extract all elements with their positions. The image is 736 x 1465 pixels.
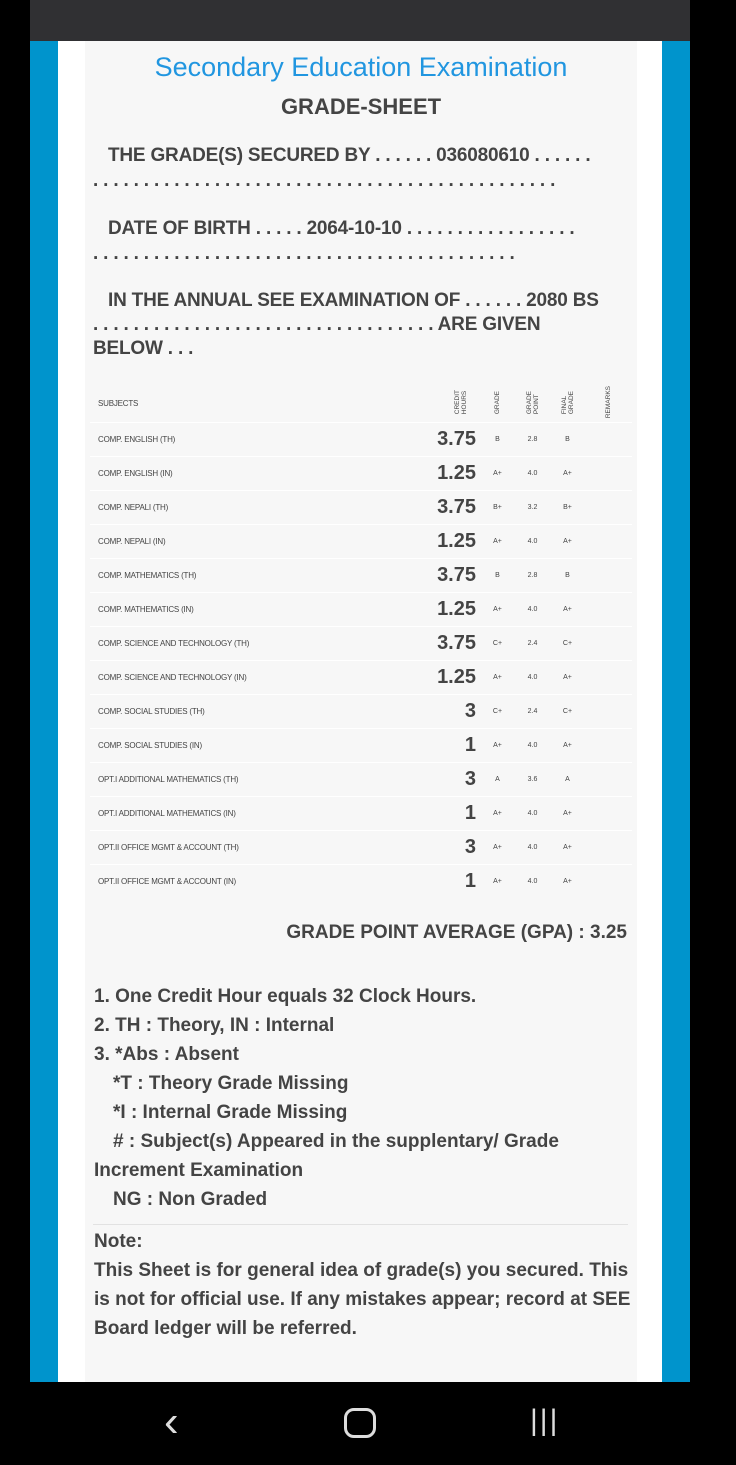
credit-hours-cell: 1: [464, 802, 476, 824]
status-bar: [30, 0, 690, 41]
note-text: This Sheet is for general idea of grade(s) you secured. This is not for official use. If any mistakes appear; record at SEE Board ledger will be referred.: [94, 1260, 631, 1339]
table-row: [90, 660, 632, 694]
grade-cell: A+: [493, 470, 502, 477]
dots-line: . . . . . . . . . . . . . . . . . . . . . . . . . . . . . . . . . . . . . . . . . .: [93, 243, 515, 264]
grades-table: [90, 385, 632, 898]
subject-cell: OPT.I ADDITIONAL MATHEMATICS (IN): [98, 809, 236, 818]
grade-cell: C+: [492, 640, 503, 647]
final-grade-cell: A+: [563, 742, 572, 749]
subject-cell: COMP. ENGLISH (IN): [98, 469, 173, 478]
header-final-grade: FINAL GRADE: [560, 390, 575, 415]
grade-point-cell: 4.0: [527, 810, 538, 817]
table-row: [90, 796, 632, 830]
table-row: [90, 592, 632, 626]
frame-right: [662, 41, 690, 1382]
grade-point-cell: 4.0: [527, 470, 538, 477]
subject-cell: OPT.II OFFICE MGMT & ACCOUNT (TH): [98, 843, 239, 852]
final-grade-cell: A+: [563, 606, 572, 613]
note-title: Note:: [94, 1231, 143, 1252]
final-grade-cell: A+: [563, 470, 572, 477]
note-item: 2. TH : Theory, IN : Internal: [94, 1015, 335, 1036]
subject-cell: COMP. SOCIAL STUDIES (IN): [98, 741, 202, 750]
table-header: [90, 385, 632, 422]
page-title: Secondary Education Examination: [154, 52, 568, 82]
note-item: Increment Examination: [94, 1160, 304, 1181]
grade-cell: A+: [493, 810, 502, 817]
grade-cell: A: [495, 776, 500, 783]
subject-cell: COMP. MATHEMATICS (IN): [98, 605, 194, 614]
grade-cell: A+: [493, 606, 502, 613]
grade-point-cell: 4.0: [527, 878, 538, 885]
gpa: GRADE POINT AVERAGE (GPA) : 3.25: [286, 922, 627, 943]
final-grade-cell: A+: [563, 844, 572, 851]
credit-hours-cell: 1: [464, 870, 476, 892]
home-icon[interactable]: [344, 1408, 376, 1438]
credit-hours-cell: 3.75: [437, 632, 476, 654]
note-item: NG : Non Graded: [113, 1189, 268, 1210]
dob-line: DATE OF BIRTH . . . . . 2064-10-10 . . . . . . . . . . . . . . . . .: [108, 218, 575, 239]
subject-cell: COMP. SOCIAL STUDIES (TH): [98, 707, 205, 716]
grade-point-cell: 4.0: [527, 844, 538, 851]
note-item: *I : Internal Grade Missing: [113, 1102, 348, 1123]
credit-hours-cell: 3: [464, 836, 476, 858]
subject-cell: COMP. ENGLISH (TH): [98, 435, 176, 444]
credit-hours-cell: 3: [464, 768, 476, 790]
disclaimer: [94, 1227, 634, 1343]
grade-point-cell: 4.0: [527, 742, 538, 749]
secured-by-line: THE GRADE(S) SECURED BY . . . . . . 036080610 . . . . . .: [108, 145, 591, 166]
credit-hours-cell: 1.25: [437, 530, 476, 552]
grade-cell: A+: [493, 844, 502, 851]
dots-line: . . . . . . . . . . . . . . . . . . . . . . . . . . . . . . . . . . ARE GIVEN: [93, 314, 541, 335]
recents-icon[interactable]: |||: [530, 1404, 560, 1437]
final-grade-cell: A+: [563, 810, 572, 817]
credit-hours-cell: 3.75: [437, 496, 476, 518]
exam-line: IN THE ANNUAL SEE EXAMINATION OF . . . . . . 2080 BS: [108, 290, 599, 311]
credit-hours-cell: 3.75: [437, 564, 476, 586]
final-grade-cell: A: [565, 776, 570, 783]
back-icon[interactable]: ‹: [164, 1397, 179, 1446]
subject-cell: OPT.II OFFICE MGMT & ACCOUNT (IN): [98, 877, 236, 886]
subject-cell: COMP. NEPALI (IN): [98, 537, 166, 546]
header-grade-point: GRADE POINT: [525, 390, 540, 415]
grade-cell: A+: [493, 878, 502, 885]
subject-cell: OPT.I ADDITIONAL MATHEMATICS (TH): [98, 775, 239, 784]
table-row: [90, 830, 632, 864]
final-grade-cell: B+: [563, 504, 572, 511]
grade-cell: B: [495, 436, 500, 443]
table-row: [90, 694, 632, 728]
below-line: BELOW . . .: [93, 338, 194, 359]
header-credit-hours: CREDIT HOURS: [454, 390, 468, 415]
final-grade-cell: A+: [563, 878, 572, 885]
credit-hours-cell: 1.25: [437, 666, 476, 688]
grade-point-cell: 2.4: [527, 708, 538, 715]
note-item: 3. *Abs : Absent: [94, 1044, 239, 1065]
table-row: [90, 762, 632, 796]
final-grade-cell: B: [565, 436, 570, 443]
grade-point-cell: 2.8: [527, 572, 538, 579]
final-grade-cell: A+: [563, 538, 572, 545]
legend-notes: [94, 982, 630, 1214]
grade-point-cell: 2.4: [527, 640, 538, 647]
grade-point-cell: 4.0: [527, 674, 538, 681]
table-row: [90, 524, 632, 558]
grade-point-cell: 4.0: [527, 606, 538, 613]
table-row: [90, 558, 632, 592]
final-grade-cell: B: [565, 572, 570, 579]
credit-hours-cell: 1.25: [437, 462, 476, 484]
dots-line: . . . . . . . . . . . . . . . . . . . . . . . . . . . . . . . . . . . . . . . . . . . . . .: [93, 170, 556, 191]
credit-hours-cell: 1: [464, 734, 476, 756]
table-row: [90, 422, 632, 456]
table-row: [90, 864, 632, 898]
note-item: # : Subject(s) Appeared in the supplentary/ Grade: [113, 1131, 559, 1152]
subject-cell: COMP. NEPALI (TH): [98, 503, 169, 512]
subject-cell: COMP. SCIENCE AND TECHNOLOGY (IN): [98, 673, 247, 682]
subject-cell: COMP. MATHEMATICS (TH): [98, 571, 197, 580]
frame-left: [30, 41, 58, 1382]
grade-point-cell: 3.2: [527, 504, 538, 511]
table-row: [90, 626, 632, 660]
table-row: [90, 490, 632, 524]
grade-cell: A+: [493, 538, 502, 545]
table-row: [90, 728, 632, 762]
grade-cell: A+: [493, 742, 502, 749]
note-item: *T : Theory Grade Missing: [113, 1073, 349, 1094]
header-grade: GRADE: [494, 390, 501, 415]
grade-point-cell: 2.8: [527, 436, 538, 443]
navigation-bar: [0, 1382, 736, 1465]
credit-hours-cell: 1.25: [437, 598, 476, 620]
grade-cell: B+: [493, 504, 502, 511]
credit-hours-cell: 3.75: [437, 428, 476, 450]
final-grade-cell: C+: [562, 708, 573, 715]
grade-cell: C+: [492, 708, 503, 715]
note-item: 1. One Credit Hour equals 32 Clock Hours.: [94, 986, 477, 1007]
final-grade-cell: C+: [562, 640, 573, 647]
final-grade-cell: A+: [563, 674, 572, 681]
grade-cell: B: [495, 572, 500, 579]
header-subjects: SUBJECTS: [98, 399, 139, 408]
table-row: [90, 456, 632, 490]
page-subtitle: GRADE-SHEET: [280, 94, 442, 119]
header-remarks: REMARKS: [605, 386, 612, 419]
grade-cell: A+: [493, 674, 502, 681]
subject-cell: COMP. SCIENCE AND TECHNOLOGY (TH): [98, 639, 250, 648]
grade-point-cell: 4.0: [527, 538, 538, 545]
grade-point-cell: 3.6: [527, 776, 538, 783]
credit-hours-cell: 3: [464, 700, 476, 722]
divider: [93, 1224, 628, 1225]
